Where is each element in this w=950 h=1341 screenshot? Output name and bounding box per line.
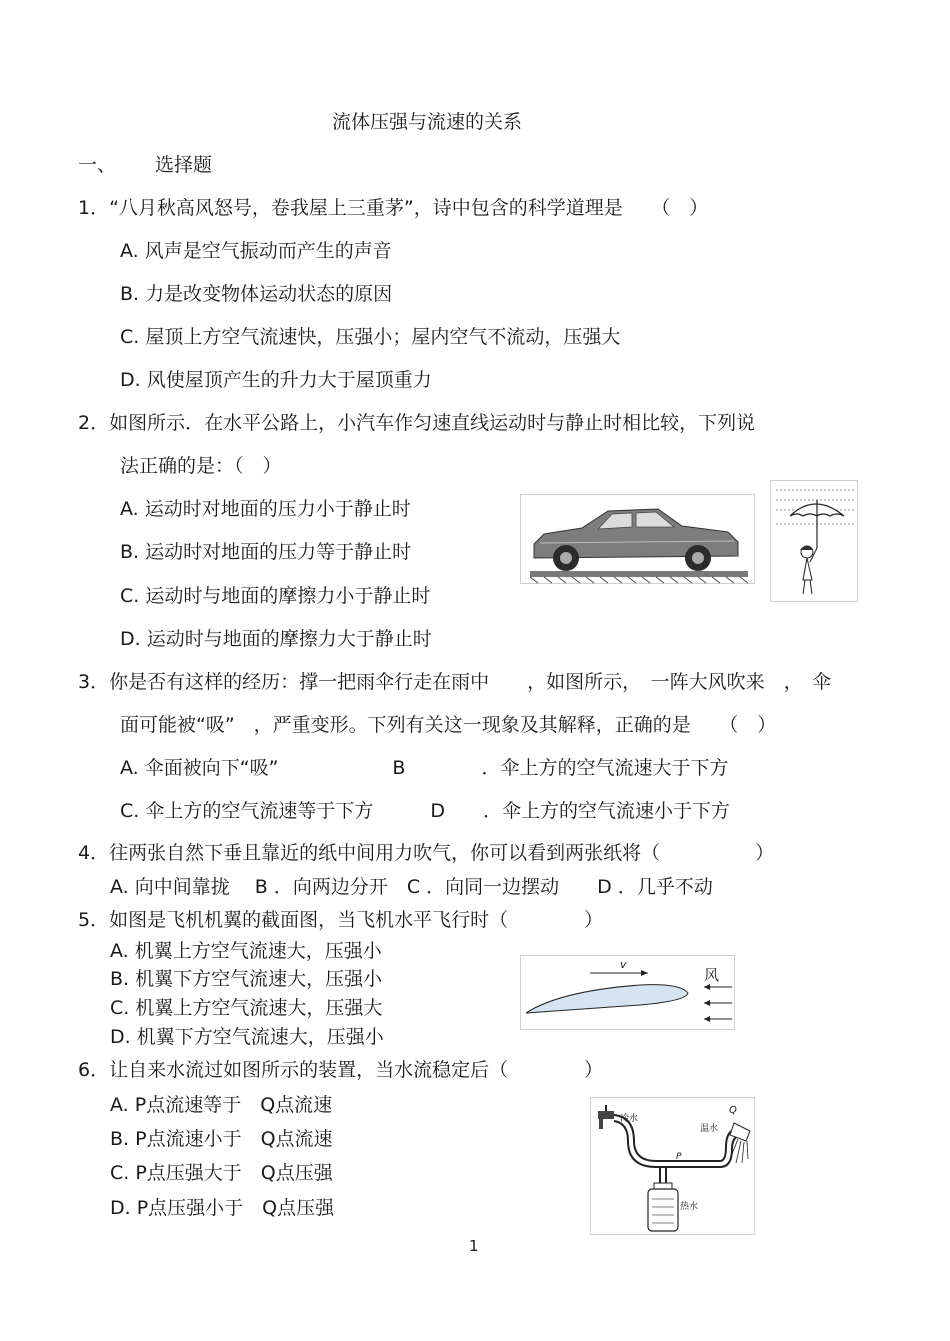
question-1-option-a: A. 风声是空气振动而产生的声音	[120, 240, 392, 262]
wind-label: 风	[704, 966, 720, 984]
question-3-options-row2: C. 伞上方的空气流速等于下方 D ．伞上方的空气流速小于下方	[120, 800, 730, 822]
page-title: 流体压强与流速的关系	[332, 111, 523, 133]
question-5-option-d: D. 机翼下方空气流速大，压强小	[110, 1026, 384, 1048]
hot-water-label: 热水	[680, 1202, 699, 1212]
umbrella-figure	[770, 480, 858, 602]
page-number: 1	[469, 1237, 479, 1255]
cold-water-label: 冷水	[620, 1114, 639, 1124]
question-6-option-d: D. P点压强小于 Q点压强	[110, 1197, 335, 1219]
warm-water-label: 温水	[700, 1124, 719, 1134]
question-5-option-a: A. 机翼上方空气流速大，压强小	[110, 940, 382, 962]
question-4-stem: 4．往两张自然下垂且靠近的纸中间用力吹气，你可以看到两张纸将（ ）	[78, 842, 775, 864]
question-2-option-d: D. 运动时与地面的摩擦力大于静止时	[120, 628, 432, 650]
question-2-option-a: A. 运动时对地面的压力小于静止时	[120, 498, 411, 520]
point-q-label: Q	[729, 1105, 737, 1116]
question-1-option-b: B. 力是改变物体运动状态的原因	[120, 283, 393, 305]
question-6-option-c: C. P点压强大于 Q点压强	[110, 1162, 333, 1184]
question-6-option-a: A. P点流速等于 Q点流速	[110, 1094, 333, 1116]
question-4-options: A. 向中间靠拢 B ．向两边分开 C ．向同一边摆动 D ．几乎不动	[110, 876, 713, 898]
question-2-option-c: C. 运动时与地面的摩擦力小于静止时	[120, 585, 431, 607]
question-2-option-b: B. 运动时对地面的压力等于静止时	[120, 541, 412, 563]
question-5-stem: 5．如图是飞机机翼的截面图，当飞机水平飞行时（ ）	[78, 909, 604, 931]
water-device-figure	[590, 1097, 755, 1235]
question-6-option-b: B. P点流速小于 Q点流速	[110, 1128, 333, 1150]
question-1-option-d: D. 风使屋顶产生的升力大于屋顶重力	[120, 369, 432, 391]
question-1-stem: 1．“八月秋高风怒号，卷我屋上三重茅”，诗中包含的科学道理是 （ ）	[78, 197, 709, 219]
velocity-label: v	[620, 958, 627, 971]
question-2-stem-line2: 法正确的是：（ ）	[120, 455, 282, 477]
question-2-stem-line1: 2．如图所示．在水平公路上，小汽车作匀速直线运动时与静止时相比较，下列说	[78, 412, 756, 434]
question-5-option-b: B. 机翼下方空气流速大，压强小	[110, 968, 383, 990]
question-6-stem: 6．让自来水流过如图所示的装置，当水流稳定后（ ）	[78, 1059, 604, 1081]
question-3-options-row1: A. 伞面被向下“吸” B ．伞上方的空气流速大于下方	[120, 757, 729, 779]
car-figure	[520, 494, 755, 584]
section-label: 选择题	[155, 154, 213, 176]
question-1-option-c: C. 屋顶上方空气流速快，压强小；屋内空气不流动，压强大	[120, 326, 621, 348]
wing-figure	[520, 955, 735, 1030]
point-p-label: P	[676, 1152, 682, 1162]
question-3-stem-line1: 3．你是否有这样的经历：撑一把雨伞行走在雨中 ，如图所示， 一阵大风吹来 ， 伞	[78, 671, 832, 693]
section-number: 一、	[78, 154, 117, 176]
question-5-option-c: C. 机翼上方空气流速大，压强大	[110, 997, 383, 1019]
question-3-stem-line2: 面可能被“吸” ，严重变形。下列有关这一现象及其解释，正确的是 （ ）	[120, 714, 777, 736]
